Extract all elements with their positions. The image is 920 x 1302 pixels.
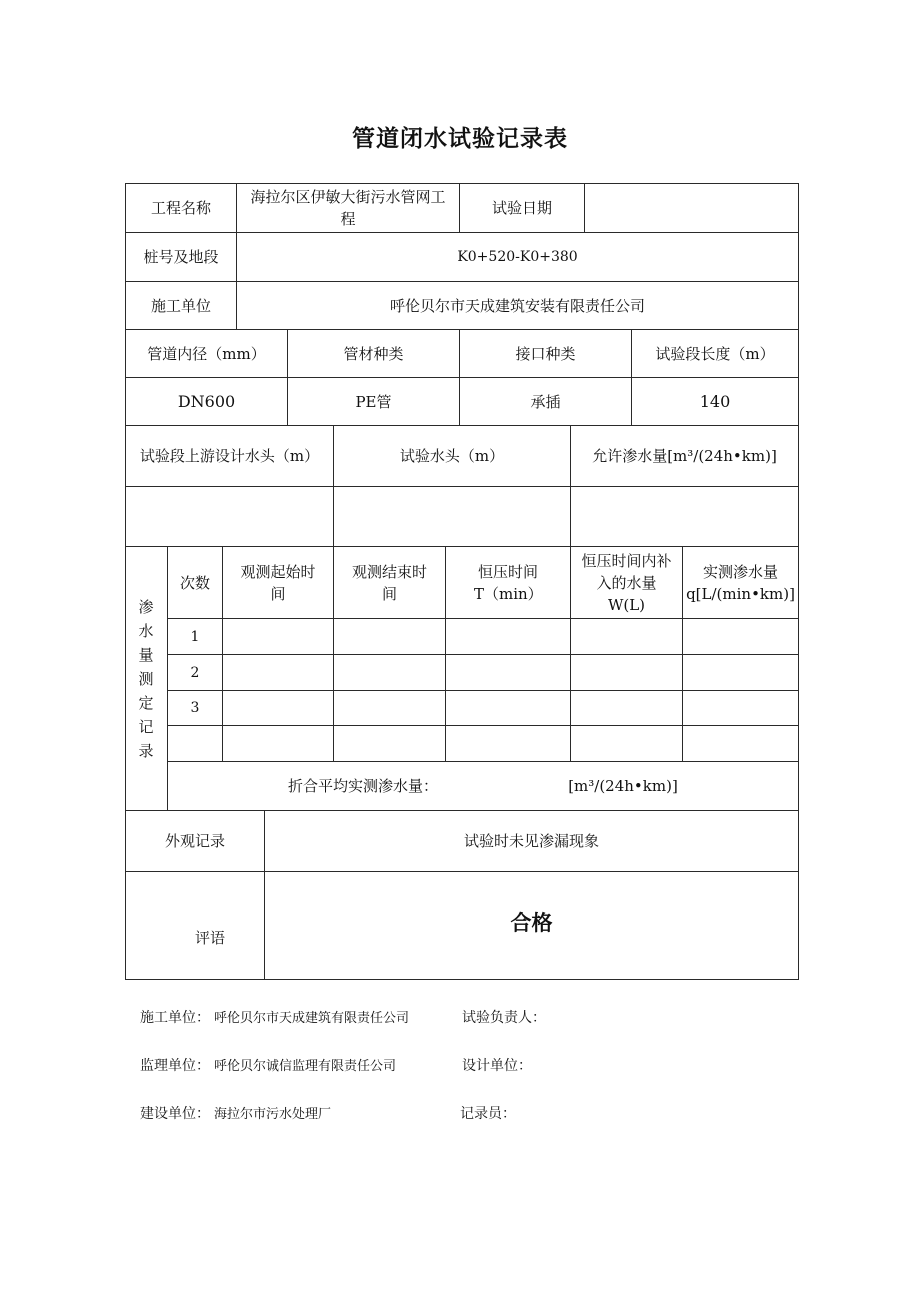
footer-owner-value: 海拉尔市污水处理厂 [214, 1107, 332, 1122]
row-start-time[interactable] [223, 619, 333, 654]
station-label: 桩号及地段 [143, 248, 219, 266]
project-name-value: 海拉尔区伊敏大街污水管网工程 [250, 188, 446, 228]
row-water-added[interactable] [571, 655, 682, 690]
allowed-seepage-label: 允许渗水量[m³/(24h•km)] [592, 447, 777, 465]
col-header-water-added: 恒压时间内补入的水量W(L) [581, 551, 672, 614]
test-date-value[interactable] [585, 184, 798, 232]
row-hold-time[interactable] [446, 691, 570, 725]
average-seepage-unit: [m³/(24h•km)] [568, 777, 678, 795]
row-measured-seepage[interactable] [683, 691, 798, 725]
page-title: 管道闭水试验记录表 [352, 126, 568, 152]
test-head-value[interactable] [334, 487, 570, 546]
col-header-count: 次数 [179, 573, 210, 592]
footer-contractor-value: 呼伦贝尔市天成建筑有限责任公司 [214, 1011, 410, 1026]
table-border-bottom [125, 979, 799, 980]
comment-label: 评语 [194, 929, 225, 947]
col-header-measured-seepage: 实测渗水量q[L/(min•km)] [686, 562, 795, 603]
footer-owner [140, 1103, 331, 1123]
col-header-end-time: 观测结束时间 [351, 562, 427, 603]
test-head-label: 试验水头（m） [399, 447, 505, 465]
contractor-value: 呼伦贝尔市天成建筑安装有限责任公司 [389, 296, 645, 315]
footer-owner-label: 建设单位： [140, 1106, 210, 1122]
footer-contractor-label: 施工单位： [140, 1010, 210, 1026]
row-measured-seepage[interactable] [683, 655, 798, 690]
row-end-time[interactable] [334, 726, 445, 761]
average-seepage-label: 折合平均实测渗水量： [287, 777, 438, 795]
col-header-start-time: 观测起始时间 [240, 562, 316, 603]
footer-supervisor-label: 监理单位： [140, 1058, 210, 1074]
col-header-hold-time: 恒压时间T（min） [474, 562, 543, 603]
row-start-time[interactable] [223, 691, 333, 725]
footer-supervisor-value: 呼伦贝尔诚信监理有限责任公司 [214, 1059, 397, 1074]
row-hold-time[interactable] [446, 726, 570, 761]
row-water-added[interactable] [571, 691, 682, 725]
pipe-material-value: PE管 [355, 392, 392, 411]
joint-type-label: 接口种类 [515, 344, 576, 363]
row-water-added[interactable] [571, 726, 682, 761]
seepage-section-label: 渗水量测定记录 [138, 597, 154, 760]
joint-type-value: 承插 [530, 392, 561, 411]
footer-designer-label: 设计单位： [462, 1058, 532, 1074]
row-start-time[interactable] [223, 655, 333, 690]
station-value: K0+520-K0+380 [457, 249, 578, 265]
row-count [168, 726, 222, 761]
row-hold-time[interactable] [446, 619, 570, 654]
appearance-label: 外观记录 [164, 832, 225, 850]
row-water-added[interactable] [571, 619, 682, 654]
row-count: 1 [190, 628, 200, 645]
row-count: 3 [190, 700, 200, 716]
row-hold-time[interactable] [446, 655, 570, 690]
pipe-material-label: 管材种类 [343, 344, 404, 363]
contractor-label: 施工单位 [150, 296, 211, 315]
row-start-time[interactable] [223, 726, 333, 761]
row-end-time[interactable] [334, 655, 445, 690]
footer-test-lead-label: 试验负责人： [462, 1010, 546, 1026]
footer-contractor [140, 1007, 409, 1027]
allowed-seepage-value[interactable] [571, 487, 798, 546]
project-name-label: 工程名称 [150, 199, 211, 217]
footer-supervisor [140, 1055, 396, 1075]
row-end-time[interactable] [334, 691, 445, 725]
row-end-time[interactable] [334, 619, 445, 654]
comment-value: 合格 [510, 911, 553, 935]
footer-recorder-label: 记录员： [460, 1106, 516, 1122]
design-head-value[interactable] [126, 487, 333, 546]
test-length-value: 140 [699, 391, 731, 411]
test-date-label: 试验日期 [491, 199, 552, 217]
design-head-label: 试验段上游设计水头（m） [139, 447, 320, 465]
table-border-right [798, 183, 799, 980]
pipe-diameter-label: 管道内径（mm） [147, 344, 266, 363]
appearance-value: 试验时未见渗漏现象 [463, 832, 599, 850]
row-measured-seepage[interactable] [683, 619, 798, 654]
row-measured-seepage[interactable] [683, 726, 798, 761]
row-count: 2 [190, 664, 200, 681]
test-length-label: 试验段长度（m） [655, 344, 775, 363]
pipe-diameter-value: DN600 [177, 391, 236, 411]
